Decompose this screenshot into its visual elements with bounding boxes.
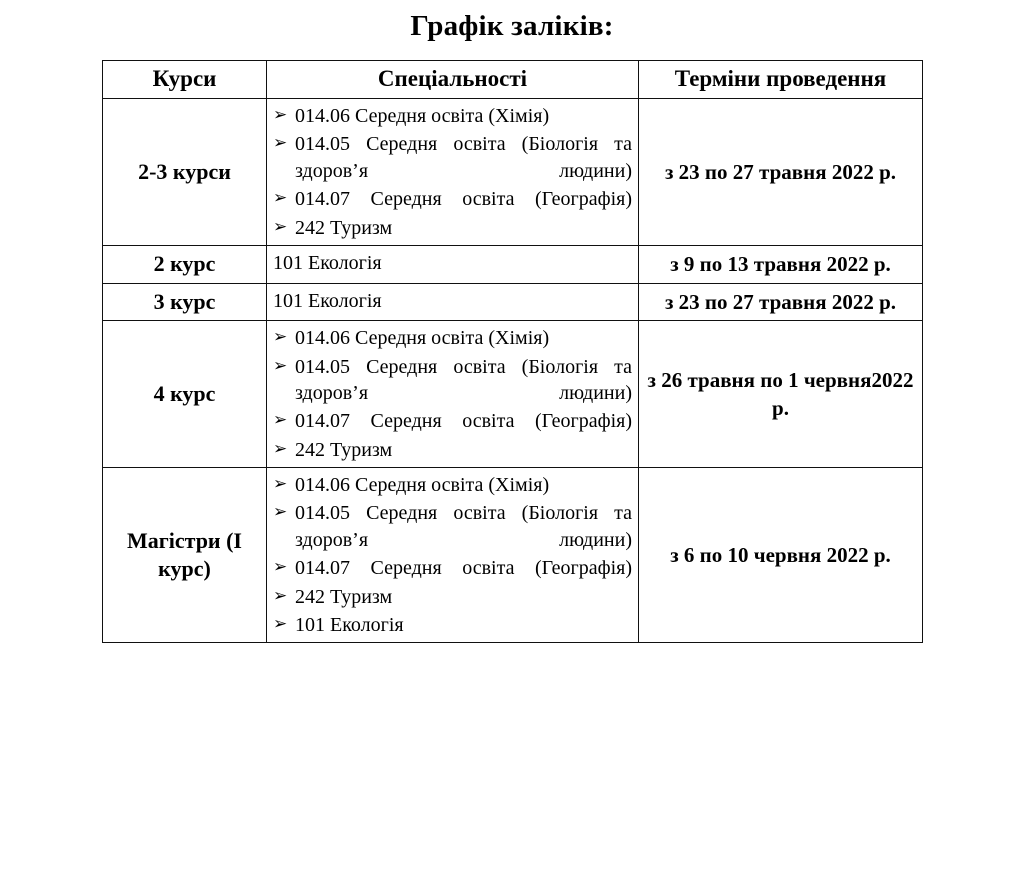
cell-course: 2 курс: [103, 245, 267, 283]
list-item: [273, 612, 632, 638]
list-item: [273, 500, 632, 553]
cell-course: 3 курс: [103, 283, 267, 321]
column-header-specialties: Спеціальності: [267, 61, 639, 99]
cell-dates: з 9 по 13 травня 2022 р.: [639, 245, 923, 283]
table-row: [103, 245, 923, 283]
list-item: [273, 584, 632, 610]
arrow-bullet-icon: ➢: [273, 585, 288, 605]
cell-course: 2-3 курси: [103, 99, 267, 246]
arrow-bullet-icon: ➢: [273, 614, 288, 634]
table-header: [103, 61, 923, 99]
list-item: [273, 186, 632, 212]
table-body: [103, 99, 923, 643]
specialty-text: 014.07 Середня освіта (Географія): [295, 188, 632, 211]
cell-dates: з 26 травня по 1 червня2022 р.: [639, 321, 923, 468]
specialty-text: 242 Туризм: [295, 438, 393, 461]
specialty-text: 101 Екологія: [273, 289, 382, 312]
arrow-bullet-icon: ➢: [273, 438, 288, 458]
list-item: [273, 555, 632, 581]
list-item: [273, 131, 632, 184]
arrow-bullet-icon: ➢: [273, 327, 288, 347]
cell-specialties: [267, 468, 639, 643]
cell-dates: з 23 по 27 травня 2022 р.: [639, 283, 923, 321]
specialty-text: 014.06 Середня освіта (Хімія): [295, 105, 550, 127]
list-item: [273, 437, 632, 463]
specialty-text: 014.05 Середня освіта (Біологія та здоров’я людини): [295, 355, 632, 404]
table-row: [103, 99, 923, 246]
table-header-row: [103, 61, 923, 99]
specialty-text: 014.07 Середня освіта (Географія): [295, 410, 632, 433]
list-item: [273, 215, 632, 241]
document-page: [0, 8, 1024, 892]
column-header-dates: Терміни проведення: [639, 61, 923, 99]
specialty-text: 014.06 Середня освіта (Хімія): [295, 474, 550, 497]
cell-course: Магістри (I курс): [103, 468, 267, 643]
list-item: [273, 408, 632, 434]
schedule-table-container: [102, 60, 922, 643]
page-title: Графік заліків:: [410, 10, 614, 42]
cell-specialties: [267, 321, 639, 468]
specialty-text: 101 Екологія: [273, 251, 382, 274]
list-item: [273, 325, 632, 351]
arrow-bullet-icon: ➢: [273, 105, 288, 124]
specialty-text: 014.06 Середня освіта (Хімія): [295, 327, 550, 350]
specialty-text: 014.07 Середня освіта (Географія): [295, 557, 632, 580]
list-item: [273, 103, 632, 129]
specialty-list: [273, 325, 632, 463]
arrow-bullet-icon: ➢: [273, 355, 288, 375]
column-header-courses: Курси: [103, 61, 267, 99]
arrow-bullet-icon: ➢: [273, 474, 288, 494]
specialty-text: 014.05 Середня освіта (Біологія та здоров’я людини): [295, 502, 632, 551]
arrow-bullet-icon: ➢: [273, 133, 288, 153]
list-item: [273, 472, 632, 498]
cell-specialties: [267, 99, 639, 246]
arrow-bullet-icon: ➢: [273, 502, 288, 522]
arrow-bullet-icon: ➢: [273, 216, 288, 236]
list-item: [273, 354, 632, 407]
cell-specialties: [267, 245, 639, 283]
cell-dates: з 23 по 27 травня 2022 р.: [639, 99, 923, 246]
specialty-text: 242 Туризм: [295, 216, 393, 239]
table-row: [103, 321, 923, 468]
cell-dates: з 6 по 10 червня 2022 р.: [639, 468, 923, 643]
cell-specialties: [267, 283, 639, 321]
table-row: [103, 283, 923, 321]
schedule-table: [102, 60, 923, 643]
arrow-bullet-icon: ➢: [273, 410, 288, 430]
specialty-text: 014.05 Середня освіта (Біологія та здоров’я людини): [295, 133, 632, 182]
arrow-bullet-icon: ➢: [273, 188, 288, 208]
specialty-list: [273, 472, 632, 638]
specialty-list: [273, 103, 632, 241]
table-row: [103, 468, 923, 643]
arrow-bullet-icon: ➢: [273, 557, 288, 577]
specialty-text: 101 Екологія: [295, 614, 404, 637]
cell-course: 4 курс: [103, 321, 267, 468]
specialty-text: 242 Туризм: [295, 585, 393, 608]
